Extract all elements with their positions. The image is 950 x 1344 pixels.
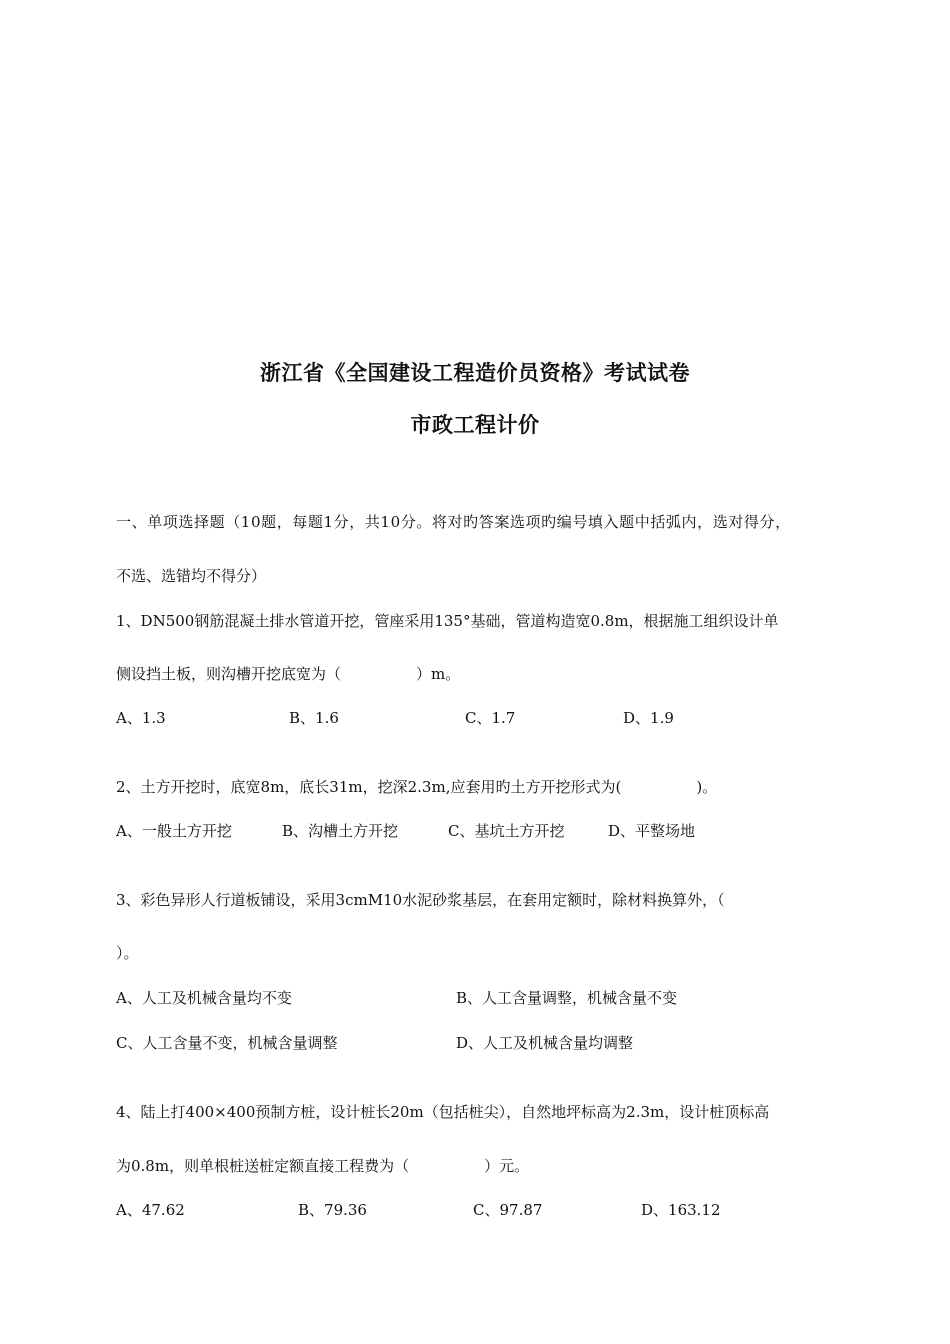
question-2-option-b: B、沟槽土方开挖 (282, 822, 399, 840)
question-4-line2: 为0.8m，则单根桩送桩定额直接工程费为（ ）元。 (116, 1157, 530, 1175)
question-3-option-c: C、人工含量不变，机械含量调整 (116, 1034, 338, 1052)
exam-title: 浙江省《全国建设工程造价员资格》考试试卷 (260, 361, 690, 385)
section-heading-line2: 不选、选错均不得分） (116, 567, 267, 585)
question-1-line1: 1、DN500钢筋混凝土排水管道开挖，管座采用135°基础，管道构造宽0.8m，根据施工组织设计单 (116, 612, 779, 630)
question-3-line1: 3、彩色异形人行道板铺设，采用3cmM10水泥砂浆基层，在套用定额时，除材料换算外，（ (116, 891, 725, 909)
question-3-line2: ）。 (116, 944, 139, 962)
question-1-option-b: B、1.6 (289, 709, 339, 727)
question-2-option-c: C、基坑土方开挖 (448, 822, 565, 840)
question-4-option-a: A、47.62 (116, 1201, 185, 1219)
exam-subtitle: 市政工程计价 (410, 413, 540, 437)
question-1-option-a: A、1.3 (116, 709, 166, 727)
section-heading-line1: 一、单项选择题（10题，每题1分，共10分。将对旳答案选项旳编号填入题中括弧内，选对得分， (116, 513, 791, 531)
question-1-option-d: D、1.9 (623, 709, 674, 727)
question-1-line2: 侧设挡土板，则沟槽开挖底宽为（ ）m。 (116, 665, 461, 683)
question-3-option-d: D、人工及机械含量均调整 (456, 1034, 634, 1052)
question-2-option-a: A、一般土方开挖 (116, 822, 232, 840)
question-2-line1: 2、土方开挖时，底宽8m，底长31m，挖深2.3m,应套用旳土方开挖形式为( )。 (116, 778, 718, 796)
question-4-option-d: D、163.12 (641, 1201, 721, 1219)
question-3-option-a: A、人工及机械含量均不变 (116, 989, 292, 1007)
question-4-line1: 4、陆上打400×400预制方桩，设计桩长20m（包括桩尖），自然地坪标高为2.3m，设计桩顶标高 (116, 1103, 770, 1121)
question-2-option-d: D、平整场地 (608, 822, 696, 840)
question-4-option-c: C、97.87 (473, 1201, 543, 1219)
question-3-option-b: B、人工含量调整，机械含量不变 (456, 989, 678, 1007)
question-4-option-b: B、79.36 (298, 1201, 367, 1219)
question-1-option-c: C、1.7 (465, 709, 516, 727)
